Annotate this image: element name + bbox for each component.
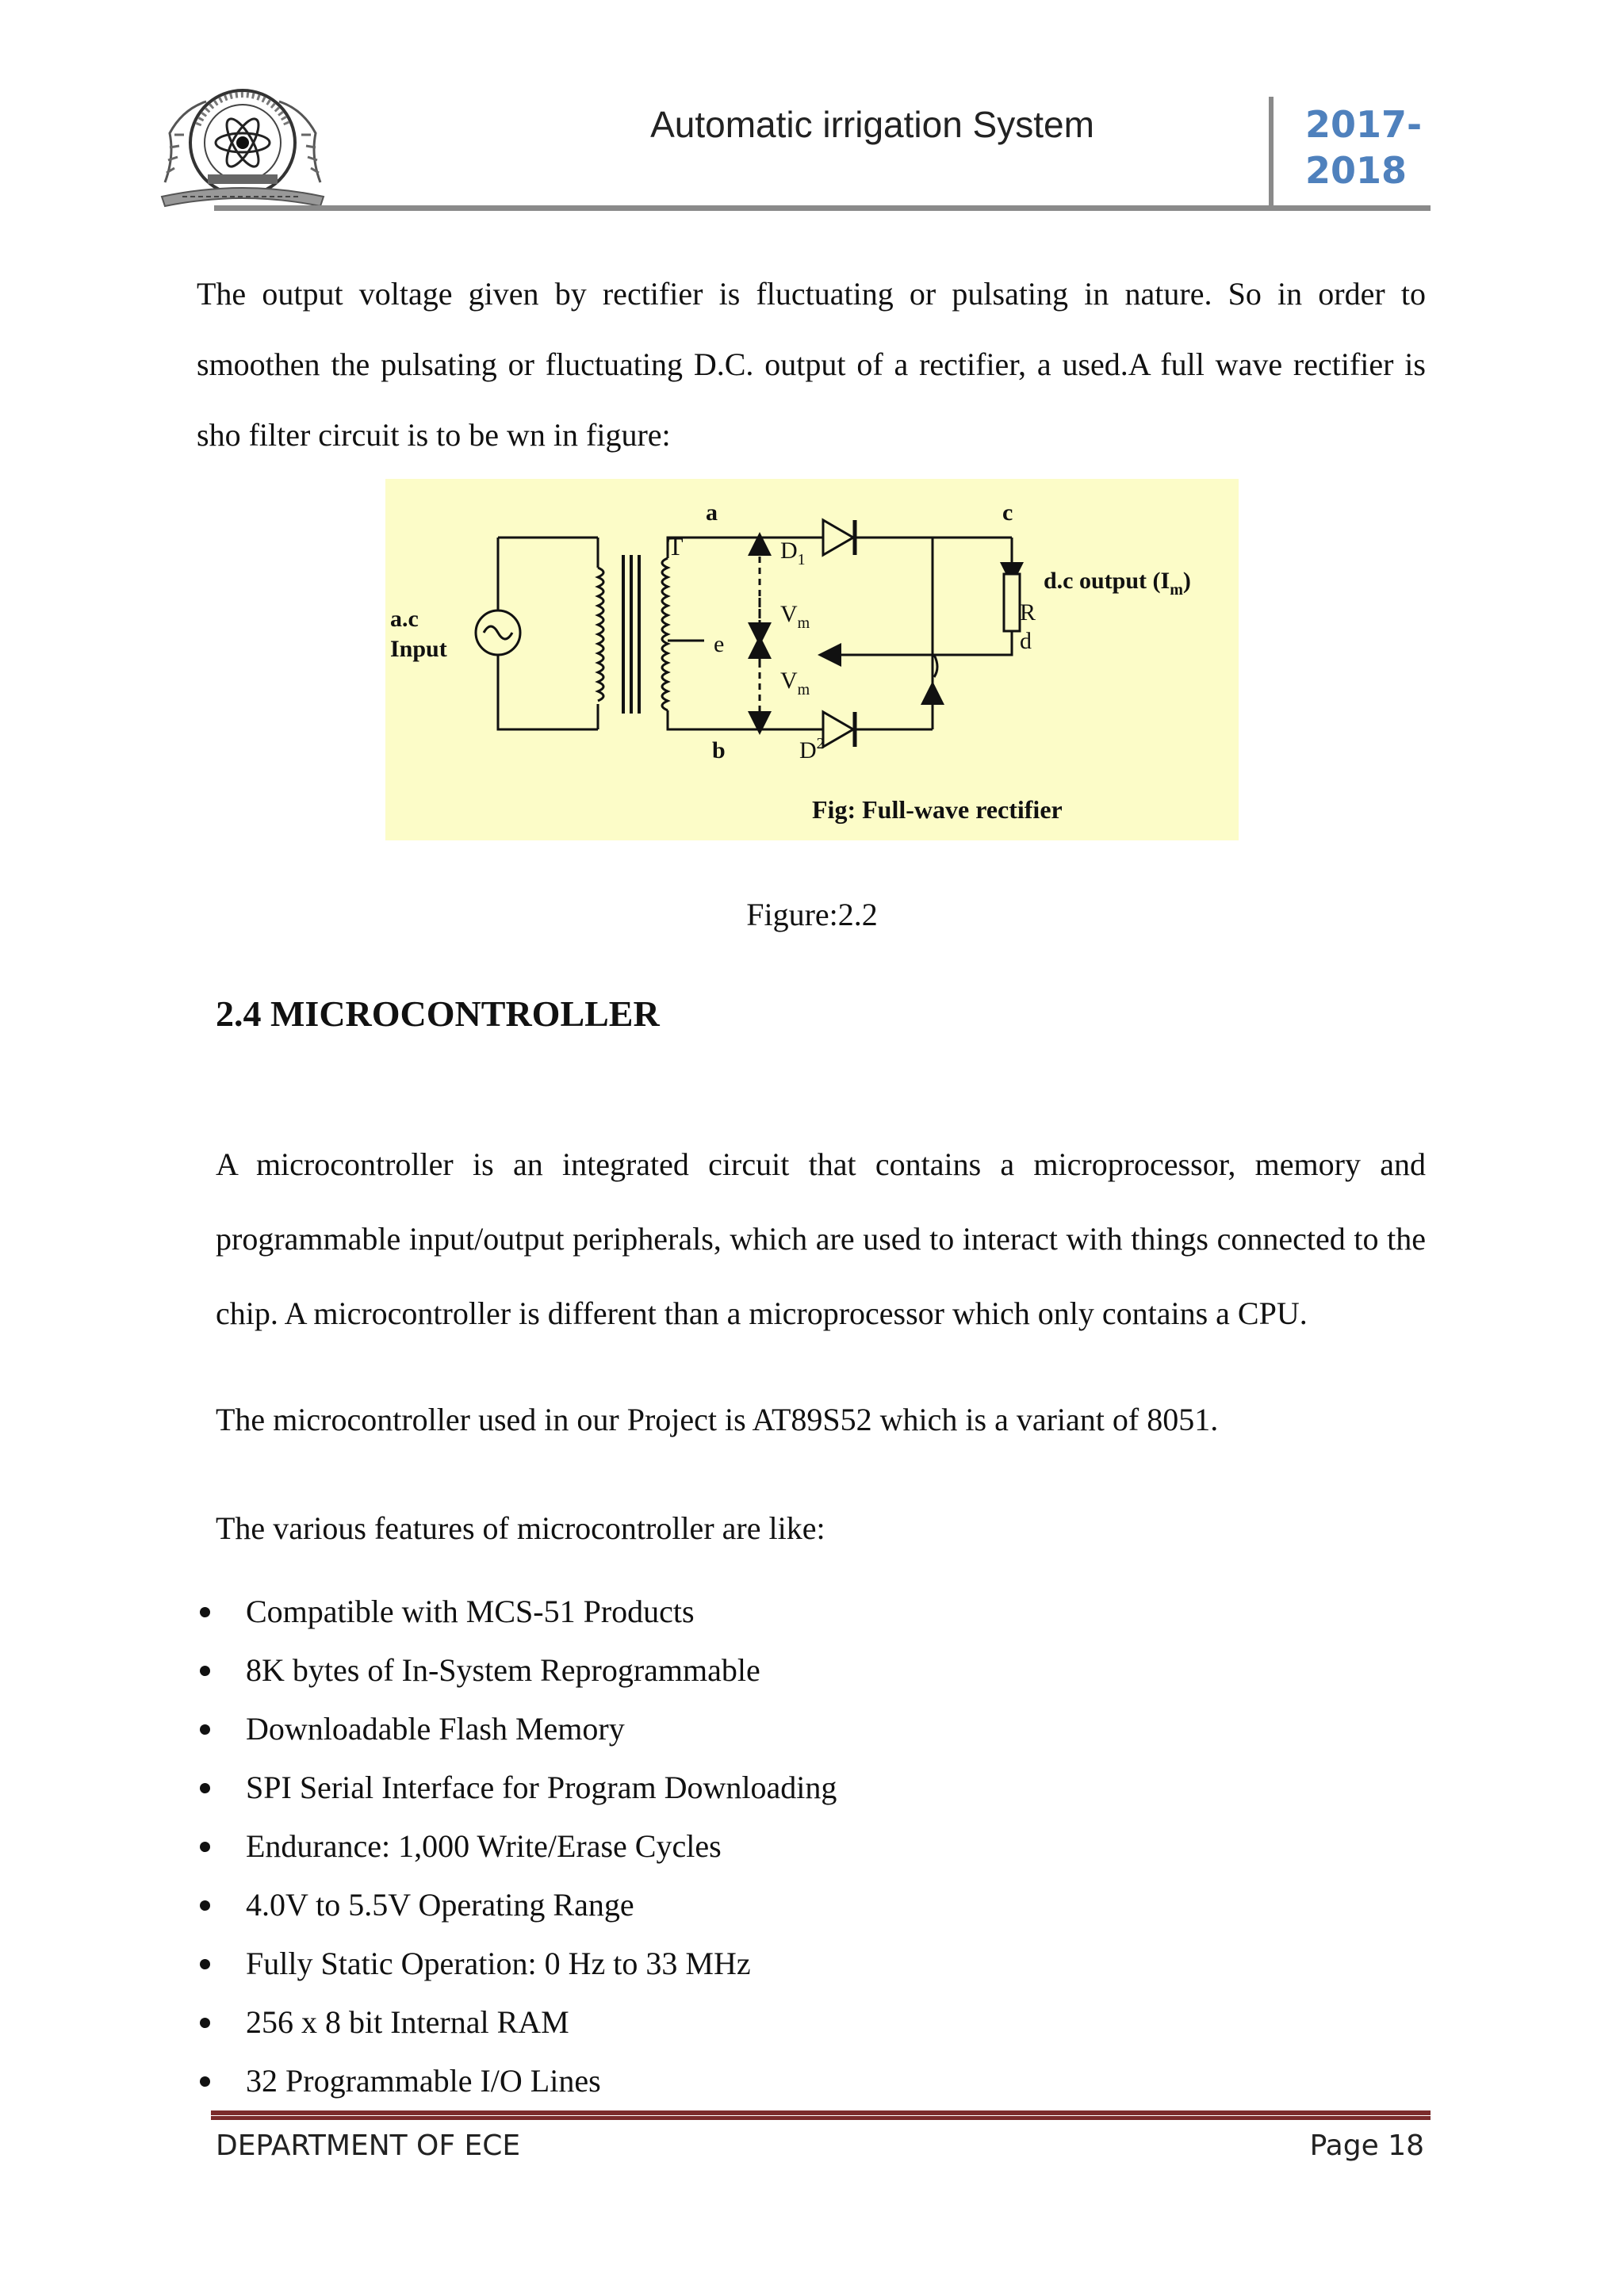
label-input: Input [390,636,447,662]
bullet-icon [200,1959,210,1969]
label-r: R [1020,599,1036,626]
features-intro-paragraph: The various features of microcontroller are like: [216,1510,825,1546]
figure-caption: Figure:2.2 [746,897,878,932]
label-a: a [706,499,718,526]
label-d: d [1020,628,1032,654]
year-start: 2017- [1305,103,1423,146]
label-vm-bottom: $V_m$ [780,668,810,698]
bullet-icon [200,1842,210,1852]
feature-item: Endurance: 1,000 Write/Erase Cycles [197,1817,837,1876]
feature-item: 4.0V to 5.5V Operating Range [197,1876,837,1934]
label-vm-top: $V_m$ [780,601,810,632]
header-divider [1269,97,1274,208]
label-t: T [668,532,684,561]
document-title: Automatic irrigation System [650,104,1094,145]
bullet-icon [200,1607,210,1617]
feature-item: Downloadable Flash Memory [197,1700,837,1758]
footer-rule [211,2110,1431,2120]
label-e: e [714,631,725,657]
section-heading: 2.4 MICROCONTROLLER [216,993,660,1034]
feature-item: 256 x 8 bit Internal RAM [197,1993,837,2052]
features-list [197,1582,837,2110]
full-wave-rectifier-figure [385,479,1239,840]
page-number: Page 18 [1309,2130,1424,2162]
bullet-icon [200,1900,210,1911]
label-d2: $D^2$ [799,735,825,763]
feature-item: Compatible with MCS-51 Products [197,1582,837,1641]
bullet-icon [200,2076,210,2087]
academic-year [1305,101,1422,193]
microcontroller-model-paragraph: The microcontroller used in our Project is AT89S52 which is a variant of 8051. [216,1402,1219,1437]
label-d1: $D_1$ [780,538,806,568]
header-rule [214,205,1431,211]
year-end: 2018 [1305,149,1408,192]
footer-department: DEPARTMENT OF ECE [216,2130,521,2162]
figure-inner-caption: Fig: Full-wave rectifier [812,795,1063,824]
bullet-icon [200,1666,210,1676]
feature-item: 32 Programmable I/O Lines [197,2052,837,2110]
bullet-icon [200,1783,210,1793]
bullet-icon [200,2018,210,2028]
label-b: b [712,737,726,763]
label-c: c [1002,499,1013,526]
feature-item: Fully Static Operation: 0 Hz to 33 MHz [197,1934,837,1993]
college-logo [159,78,327,209]
bullet-icon [200,1724,210,1735]
intro-paragraph: The output voltage given by rectifier is fluctuating or pulsating in nature. So in order to smoothen the pulsating or fluctuating D.C. output of a rectifier, a used.A full wave rectifier is sho filter circuit is to be wn in figure: [197,276,1426,453]
feature-item: SPI Serial Interface for Program Downloading [197,1758,837,1817]
feature-item: 8K bytes of In-System Reprogrammable [197,1641,837,1700]
label-dc-output: d.c output $(I_m)$ [1044,568,1191,599]
label-ac: a.c [390,606,419,632]
microcontroller-definition-paragraph: A microcontroller is an integrated circuit that contains a microprocessor, memory and programmable input/output peripherals, which are used to interact with things connected to the chip. A microcontroller is different than a microprocessor which only contains a CPU. [216,1146,1426,1331]
